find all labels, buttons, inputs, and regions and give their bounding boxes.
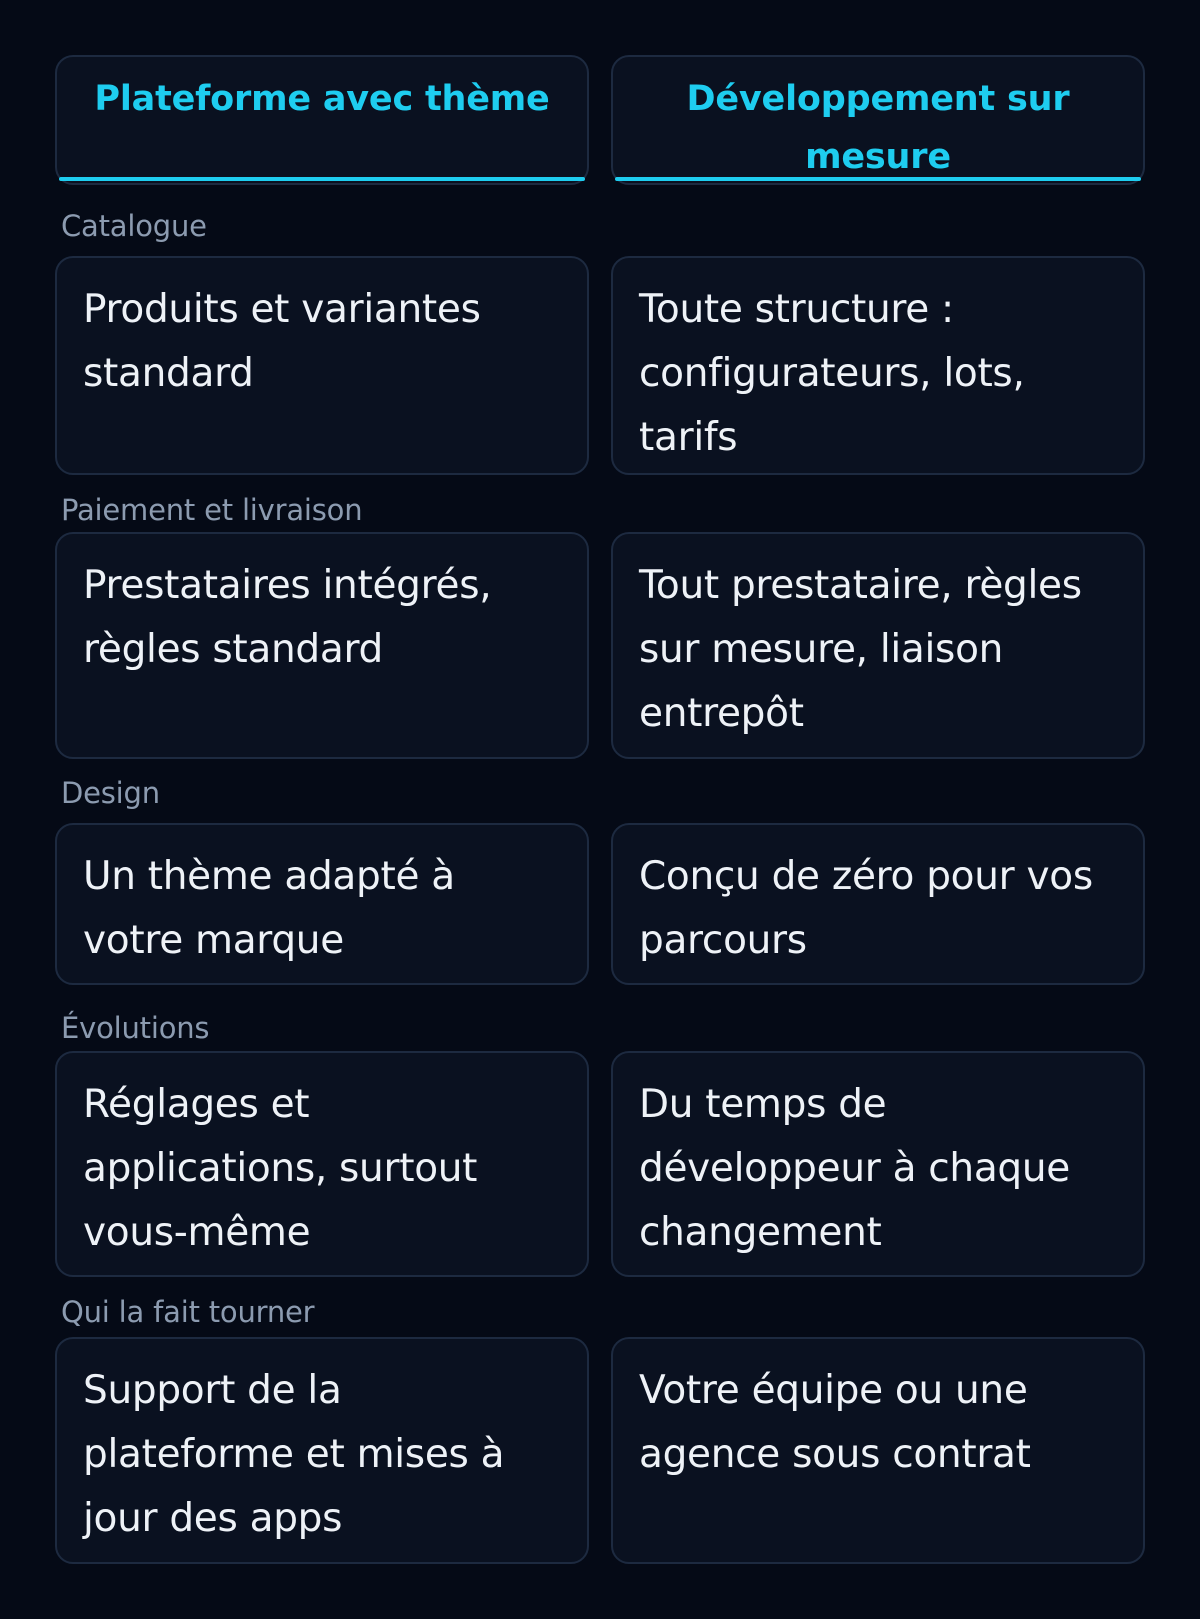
row-label-design: Design — [61, 776, 160, 810]
cell-text: Prestataires intégrés, règles standard — [83, 563, 492, 672]
cell-custom-catalogue — [611, 256, 1145, 475]
cell-theme-catalogue — [55, 256, 589, 475]
cell-theme-design — [55, 823, 589, 985]
cell-text: Votre équipe ou une agence sous contrat — [639, 1368, 1031, 1477]
row-label-evolutions: Évolutions — [61, 1011, 210, 1045]
cell-custom-operations — [611, 1337, 1145, 1564]
cell-text: Tout prestataire, règles sur mesure, liaison entrepôt — [639, 563, 1082, 736]
cell-custom-evolutions — [611, 1051, 1145, 1277]
cell-text: Support de la plateforme et mises à jour des apps — [83, 1368, 505, 1541]
header-underline — [615, 177, 1141, 181]
cell-theme-payment — [55, 532, 589, 759]
cell-custom-design — [611, 823, 1145, 985]
header-underline — [59, 177, 585, 181]
row-label-operations: Qui la fait tourner — [61, 1295, 315, 1329]
row-label-payment: Paiement et livraison — [61, 493, 363, 527]
column-header-custom — [611, 55, 1145, 185]
cell-text: Un thème adapté à votre marque — [83, 854, 455, 963]
cell-text: Du temps de développeur à chaque changement — [639, 1082, 1070, 1255]
cell-text: Réglages et applications, surtout vous-même — [83, 1082, 478, 1255]
cell-text: Produits et variantes standard — [83, 287, 481, 396]
cell-theme-evolutions — [55, 1051, 589, 1277]
cell-custom-payment — [611, 532, 1145, 759]
cell-text: Conçu de zéro pour vos parcours — [639, 854, 1093, 963]
column-title-theme: Plateforme avec thème — [94, 79, 550, 119]
cell-theme-operations — [55, 1337, 589, 1564]
cell-text: Toute structure : configurateurs, lots, tarifs — [639, 287, 1025, 460]
column-header-theme — [55, 55, 589, 185]
row-label-catalogue: Catalogue — [61, 209, 207, 243]
column-title-custom: Développement sur mesure — [686, 79, 1070, 177]
